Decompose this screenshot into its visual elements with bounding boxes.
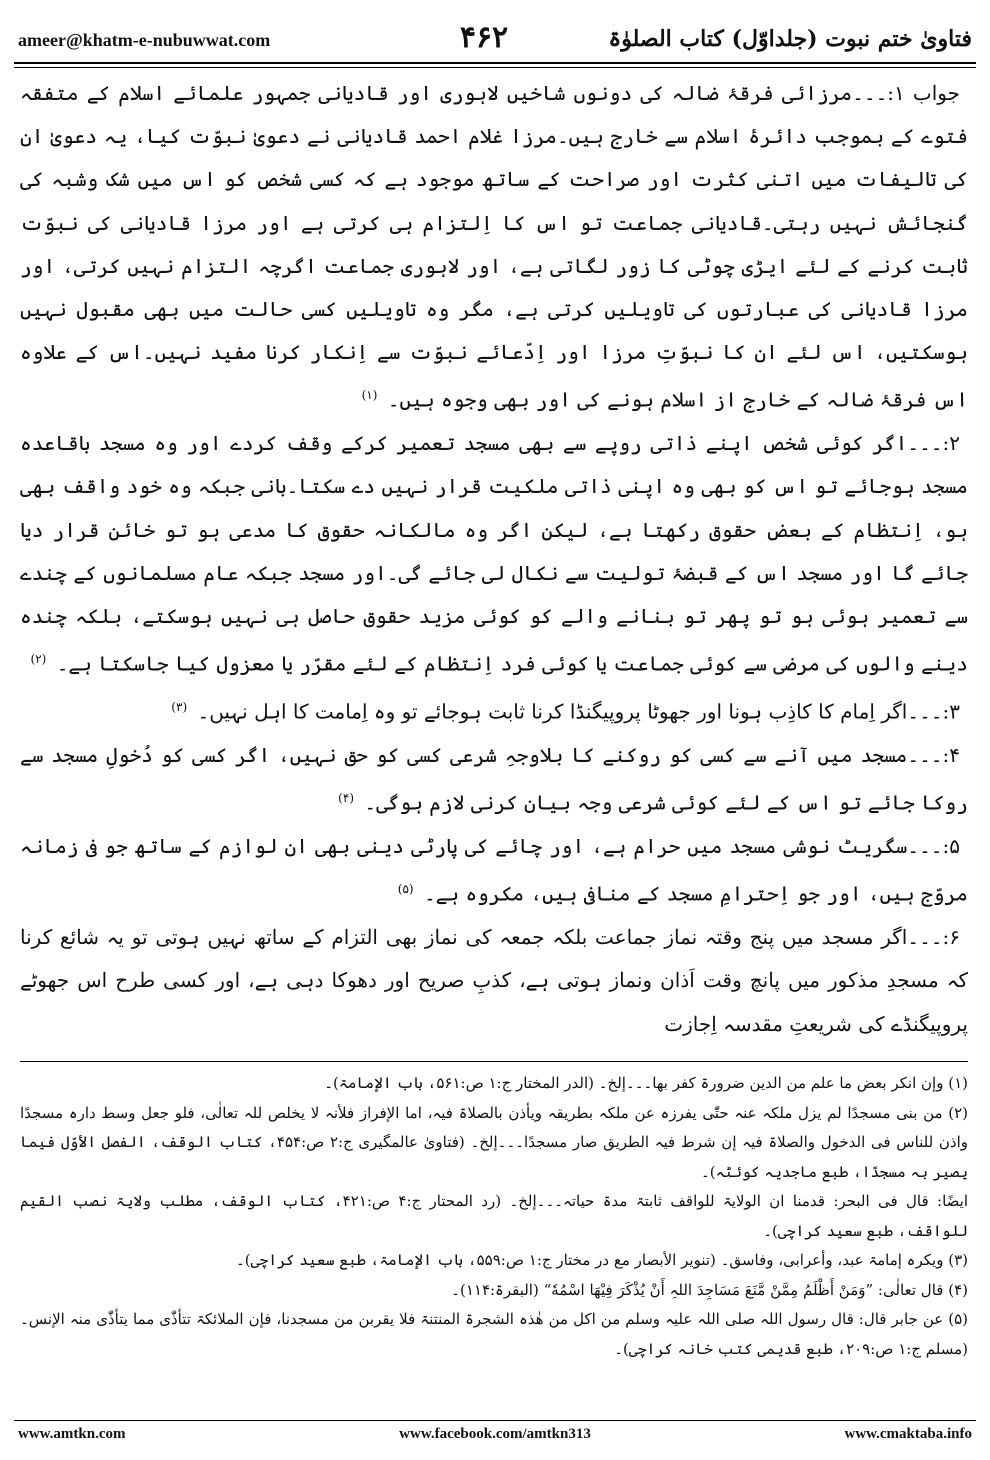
answer-paragraph-3: ۳:۔۔۔اگر اِمام کا کاذِب ہونا اور جھوٹا پروپیگنڈا کرنا ثابت ہوجائے تو وہ اِمامت کا اہل نہیں۔ $^{(۳)}$ <box>171 699 960 724</box>
answer-paragraph-1: جواب ۱:۔۔۔مرزائی فرقۂ ضالہ کی دونوں شاخیں لاہوری اور قادیانی جمہور علمائے اسلام کے متفقہ فتوے کے بموجب دائرۂ اسلام سے خارج ہیں۔مرزا غلام احمد قادیانی نے دعویٰ نبوّت کیا، یہ دعویٰ ان کی تالیفات میں اتنی کثرت اور صراحت کے ساتھ موجود ہے کہ کسی شخص کو اس میں شک وشبہ کی گنجائش نہیں رہتی۔قادیانی جماعت تو اس کا اِلتزام ہی کرتی ہے اور مرزا قادیانی کی نبوّت ثابت کرنے کے لئے ایڑی چوٹی کا زور لگاتی ہے، اور لاہوری جماعت اگرچہ التزام نہیں کرتی، اور مرزا قادیانی کی عبارتوں کی تاویلیں کرتی ہے، مگر وہ تاویلیں کسی حالت میں بھی مقبول نہیں ہوسکتیں، اس لئے ان کا نبوّتِ مرزا اور اِدّعائے نبوّت سے اِنکار کرنا مفید نہیں۔اس کے علاوہ اس فرقۂ ضالہ کے خارج از اسلام ہونے کی اور بھی وجوہ ہیں۔ $^{(۱)}$ <box>20 81 968 413</box>
header-email[interactable]: ameer@khatm-e-nubuwwat.com <box>18 30 271 50</box>
footnote-ref-3: (۳) <box>171 700 188 715</box>
footnote-ref-4: (۴) <box>338 791 354 806</box>
footnote-2: (۲) من بنی مسجدًا لم یزل ملکہ عنہ حتّٰی یفرزہ عن ملکہ بطریقہ ویأذن بالصلاۃ فیہ، اما الإفراز فلأنہ لا یخلص للہ تعالٰی، فلو جعل وسط دارہ مسجدًا واذن للناس فی الدخول والصلاۃ فیہ إن شرط فیہ الطریق صار مسجدًا۔۔۔إلخ۔ (فتاویٰ عالمگیری ج:۲ ص:۴۵۴، کتاب الوقف، الفصل الأوّل فیما یصیر بہ مسجدًا، طبع ماجدیہ کوئٹہ)۔ <box>20 1103 968 1181</box>
footnote-3: (۳) ویکرہ إمامۃ عبد، وأعرابی، وفاسق۔ (تنویر الأبصار مع در مختار ج:۱ ص:۵۵۹، باب الإمامۃ، طبع سعید کراچی)۔ <box>235 1251 968 1269</box>
footnote-1: (۱) وإن انکر بعض ما علم من الدین ضرورۃ کفر بھا۔۔۔إلخ۔ (الدر المختار ج:۱ ص:۵۶۱، باب الإمامۃ)۔ <box>324 1074 968 1092</box>
answer-paragraph-4: ۴:۔۔۔مسجد میں آنے سے کسی کو روکنے کا بلاوجہِ شرعی کسی کو حق نہیں، اگر کسی کو دُخولِ مسجد سے روکا جائے تو اس کے لئے کوئی شرعی وجہ بیان کرنی لازم ہوگی۔ $^{(۴)}$ <box>20 743 968 815</box>
footnote-2-aydan: ایضًا: قال فی البحر: قدمنا ان الولایۃ للواقف ثابتۃ مدۃ حیاتہ۔۔۔إلخ۔ (رد المحتار ج:۴ ص:۴۲۱، کتاب الوقف، مطلب ولایۃ نصب القیم للواقف، طبع سعید کراچی)۔ <box>20 1192 968 1240</box>
footnote-ref-5: (۵) <box>397 882 414 897</box>
answer-paragraph-6: ۶:۔۔۔اگر مسجد میں پنج وقتہ نماز جماعت بلکہ جمعہ کی نماز بھی التزام کے ساتھ نہیں ہوتی تو یہ شائع کرنا کہ مسجدِ مذکور میں پانچ وقت اَذان ونماز ہوتی ہے، کذبِ صریح اور دھوکا دہی ہے، اور کسی طرح اس جھوٹے پروپیگنڈے کی شریعتِ مقدسہ اِجازت <box>20 925 968 1036</box>
footnote-divider <box>20 1061 968 1062</box>
footer-link-cmaktaba[interactable]: www.cmaktaba.info <box>844 1426 972 1442</box>
footnote-5: (۵) عن جابر قال: قال رسول اللہ صلی اللہ علیہ وسلم من اکل من ھٰذہ الشجرۃ المنتنۃ فلا یقربن من مسجدنا، فإن الملائکۃ تتأذّٰی مما یتأذّٰی منہ الإنس۔ (مسلم ج:۱ ص:۲۰۹، طبع قدیمی کتب خانہ کراچی)۔ <box>20 1310 968 1358</box>
footnote-4: (۴) قال تعالٰی: ”وَمَنْ أَظْلَمُ مِمَّنْ مَّنَعَ مَسَاجِدَ اللہِ أَنْ يُذْكَرَ فِيْهَا اسْمُهٗ“ (البقرۃ:۱۱۴)۔ <box>451 1280 968 1299</box>
footnotes <box>20 1069 968 1364</box>
footer-rule <box>14 1420 976 1421</box>
main-text <box>20 72 968 1046</box>
answer-paragraph-2: ۲:۔۔۔اگر کوئی شخص اپنے ذاتی روپے سے بھی مسجد تعمیر کرکے وقف کردے اور وہ مسجد باقاعدہ مسجد ہوجائے تو اس کو بھی وہ اپنی ذاتی ملکیت قرار نہیں دے سکتا۔بانی جبکہ وہ خود واقف بھی ہو، اِنتظام کے بعض حقوق رکھتا ہے، لیکن اگر وہ مالکانہ حقوق کا مدعی ہو تو خائن قرار دیا جائے گا اور مسجد اس کے قبضۂ تولیت سے نکال لی جائے گی۔اور مسجد جبکہ عام مسلمانوں کے چندے سے تعمیر ہوئی ہو تو پھر تو بنانے والے کو کوئی مزید حقوق حاصل ہی نہیں ہوسکتے، بلکہ چندہ دینے والوں کی مرضی سے کوئی جماعت یا کوئی فرد اِنتظام کے لئے مقرّر یا معزول کیا جاسکتا ہے۔ $^{(۲)}$ <box>20 431 968 676</box>
footer-link-facebook[interactable]: www.facebook.com/amtkn313 <box>399 1426 591 1442</box>
header-rule-thin <box>14 67 976 68</box>
header-rule <box>14 62 976 64</box>
page-header <box>14 20 976 60</box>
footnote-ref-2: (۲) <box>30 652 47 667</box>
footer-link-amtkn[interactable]: www.amtkn.com <box>18 1426 126 1442</box>
page-footer <box>14 1426 976 1448</box>
page-number: ۴۶۲ <box>459 20 509 55</box>
answer-paragraph-5: ۵:۔۔۔سگریٹ نوشی مسجد میں حرام ہے، اور چائے کی پارٹی دینی بھی ان لوازم کے ساتھ جو فی زمانہ مروّج ہیں، اور جو اِحترامِ مسجد کے منافی ہیں، مکروہ ہے۔ $^{(۵)}$ <box>20 834 968 906</box>
footnote-ref-1: (۱) <box>361 388 378 403</box>
book-title: فتاویٰ ختم نبوت (جلداوّل) کتاب الصلوٰۃ <box>608 26 972 52</box>
